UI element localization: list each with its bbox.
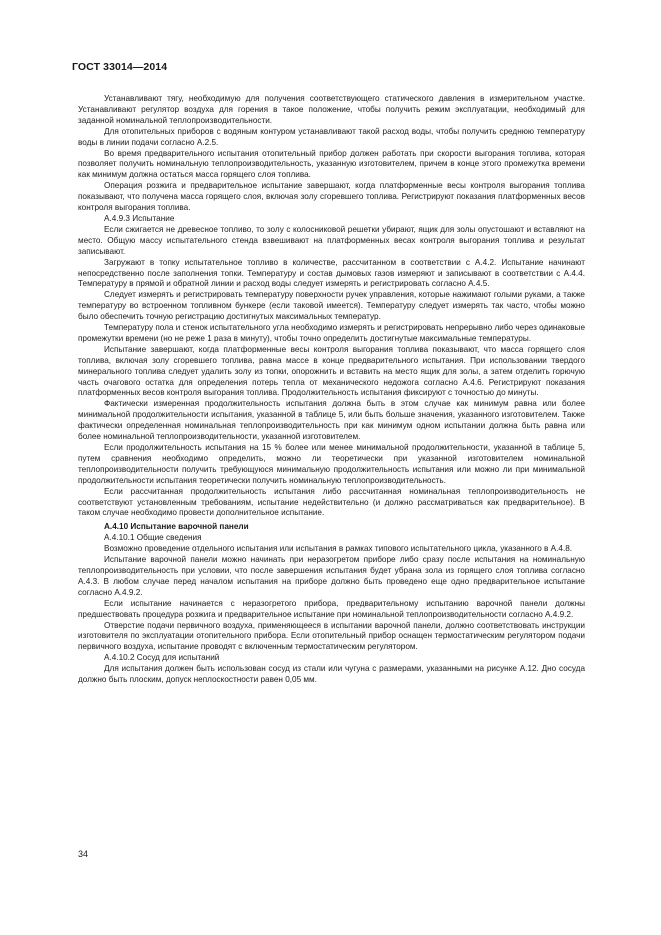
paragraph: Следует измерять и регистрировать температуру поверхности ручек управления, которые нажимают голыми руками, а также температуру во встроенном топливном бункере (если таковой имеется). Температуру следует измерять так часто, чтобы можно было обеспечить точную регистрацию достигнутых максимальных температур.: [78, 290, 585, 322]
paragraph: Если продолжительность испытания на 15 % более или менее минимальной продолжительности, указанной в таблице 5, путем сравнения необходимо определить, можно ли теоретически при указанной изготовителем номинальной теплопроизводительности получить требующуюся минимальную продолжительность испытания или можно ли при минимальной продолжительности испытания теоретически получить номинальную теплопроизводительность.: [78, 443, 585, 485]
paragraph: Если рассчитанная продолжительность испытания либо рассчитанная номинальная теплопроизводительность не соответствуют установленным требованиям, испытание недействительно (и должно рассматриваться как предварительное). В таком случае необходимо провести дополнительное испытание.: [78, 486, 585, 518]
paragraph: Испытание варочной панели можно начинать при неразогретом приборе либо сразу после испытания на номинальную теплопроизводительность при условии, что после завершения испытания будет убрана зола из горящего слоя топлива согласно А.4.3. В любом случае перед началом испытания на приборе должно быть проведено еще одно предварительное испытание согласно А.4.9.2.: [78, 555, 585, 597]
paragraph: Температуру пола и стенок испытательного угла необходимо измерять и регистрировать непрерывно либо через одинаковые промежутки времени (но не реже 1 раза в минуту), чтобы точно определить достигнутые максимальные температуры.: [78, 323, 585, 343]
paragraph: Фактически измеренная продолжительность испытания должна быть в этом случае как минимум равна или более минимальной продолжительности испытания, указанной в таблице 5, или быть больше значения, указанного изготовителем. Также фактически определенная номинальная теплопроизводительность при как минимум одном испытании должна быть равна или более номинальной теплопроизводительности, указанной изготовителем.: [78, 399, 585, 442]
document-body: [78, 94, 585, 686]
paragraph: Возможно проведение отдельного испытания или испытания в рамках типового испытательного цикла, указанного в А.4.8.: [104, 544, 573, 554]
paragraph: Отверстие подачи первичного воздуха, применяющееся в испытании варочной панели, должно соответствовать инструкции изготовителя по эксплуатации отопительного прибора. Если отопительный прибор оснащен термостатическим регулятором подачи первичного воздуха, испытание проводят с включенным термостатическим регулятором.: [78, 620, 585, 652]
subsection-heading: А.4.9.3 Испытание: [104, 213, 175, 223]
document-header: ГОСТ 33014—2014: [72, 61, 168, 73]
section-heading: А.4.10 Испытание варочной панели: [104, 522, 249, 532]
paragraph: Испытание завершают, когда платформенные весы контроля выгорания топлива показывают, что масса горящего слоя топлива, включая золу сгоревшего топлива, равна массе в конце предварительного испытания. При использовании твердого минерального топлива следует удалить золу из топки, опорожнить и вставить на место ящик для золы, а затем отделить горючую часть очагового остатка для определения потерь тепла от механического недожога согласно А.4.6. Регистрируют показания платформенных весов контроля выгорания топлива. Продолжительность испытания фиксируют с точностью до минуты.: [78, 344, 585, 398]
subsection-heading: А.4.10.2 Сосуд для испытаний: [104, 653, 220, 663]
paragraph: Во время предварительного испытания отопительный прибор должен работать при скорости выгорания топлива, которая позволяет получить номинальную теплопроизводительность, указанную изготовителем, причем в конце этого промежутка времени как минимум должна остаться масса горящего слоя топлива.: [78, 148, 585, 180]
paragraph: Если испытание начинается с неразогретого прибора, предварительному испытанию варочной панели должны предшествовать процедура розжига и предварительное испытание при номинальной теплопроизводительности согласно А.4.9.2.: [78, 598, 585, 619]
paragraph: Загружают в топку испытательное топливо в количестве, рассчитанном в соответствии с А.4.2. Испытание начинают непосредственно после заполнения топки. Температуру и состав дымовых газов измеряют и записывают в соответствии с А.4.4. Температуру в прямой и обратной линии и расход воды следует измерять и регистрировать согласно А.4.5.: [78, 257, 585, 289]
paragraph: Если сжигается не древесное топливо, то золу с колосниковой решетки убирают, ящик для золы опустошают и вставляют на место. Общую массу испытательного стенда взвешивают на платформенных весах контроля выгорания топлива и результат записывают.: [78, 224, 585, 256]
paragraph: Для отопительных приборов с водяным контуром устанавливают такой расход воды, чтобы получить среднюю температуру воды в линии подачи согласно А.2.5.: [78, 126, 585, 147]
paragraph: Устанавливают тягу, необходимую для получения соответствующего статического давления в измерительном участке. Устанавливают регулятор воздуха для горения в такое положение, чтобы получить режим эксплуатации, необходимый для заданной номинальной теплопроизводительности.: [78, 94, 585, 125]
paragraph: Операция розжига и предварительное испытание завершают, когда платформенные весы контроля выгорания топлива показывают, что получена масса горящего слоя, включая золу сгоревшего топлива. Регистрируют показания платформенных весов контроля выгорания топлива.: [78, 181, 585, 213]
page-number: 34: [78, 849, 89, 859]
subsection-heading: А.4.10.1 Общие сведения: [104, 533, 202, 543]
paragraph: Для испытания должен быть использован сосуд из стали или чугуна с размерами, указанными на рисунке А.12. Дно сосуда должно быть плоским, допуск неплоскостности равен 0,05 мм.: [78, 664, 585, 685]
